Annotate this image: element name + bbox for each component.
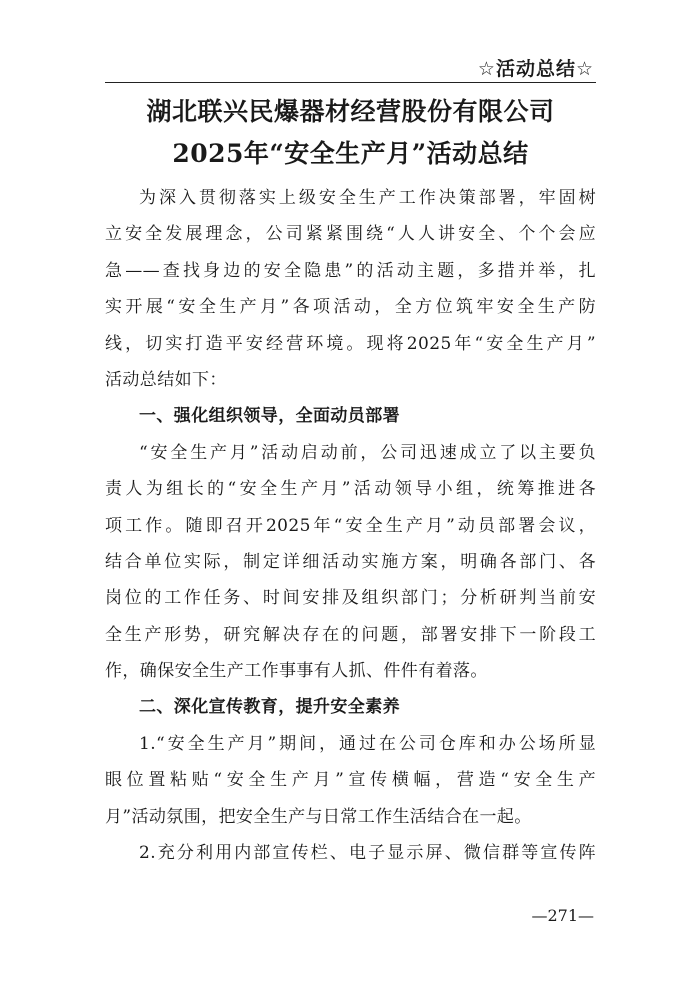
section-heading-2: 二、深化宣传教育，提升安全素养 [139, 697, 400, 718]
paragraph-line: 线，切实打造平安经营环境。现将2025年“安全生产月” [105, 333, 596, 354]
paragraph-line: “安全生产月”活动启动前，公司迅速成立了以主要负 [139, 442, 596, 463]
page-number: —271— [531, 906, 594, 925]
paragraph-line: 立安全发展理念，公司紧紧围绕“人人讲安全、个个会应 [105, 224, 596, 245]
document-title-line-2: 2025年“安全生产月”活动总结 [172, 139, 529, 168]
paragraph-line: 急——查找身边的安全隐患”的活动主题，多措并举，扎 [105, 260, 596, 281]
section-tag: ☆活动总结☆ [477, 58, 594, 80]
paragraph-line: 结合单位实际，制定详细活动实施方案，明确各部门、各 [105, 551, 596, 572]
header-divider [105, 82, 596, 83]
paragraph-line: 为深入贯彻落实上级安全生产工作决策部署，牢固树 [139, 188, 596, 208]
paragraph-line: 全生产形势，研究解决存在的问题，部署安排下一阶段工 [105, 624, 596, 645]
paragraph-line: 项工作。随即召开2025年“安全生产月”动员部署会议， [105, 515, 596, 536]
body-text [105, 180, 596, 871]
paragraph-line: 活动总结如下： [105, 369, 227, 390]
paragraph-line: 1.“安全生产月”期间，通过在公司仓库和办公场所显 [139, 733, 596, 754]
paragraph-line: 2.充分利用内部宣传栏、电子显示屏、微信群等宣传阵 [139, 843, 596, 864]
paragraph-line: 责人为组长的“安全生产月”活动领导小组，统筹推进各 [105, 479, 596, 500]
paragraph-line: 岗位的工作任务、时间安排及组织部门；分析研判当前安 [105, 588, 596, 609]
paragraph-line: 作，确保安全生产工作事事有人抓、件件有着落。 [105, 661, 488, 682]
document-title-line-1: 湖北联兴民爆器材经营股份有限公司 [146, 97, 555, 126]
section-heading-1: 一、强化组织领导，全面动员部署 [139, 406, 400, 427]
paragraph-line: 眼位置粘贴“安全生产月”宣传横幅，营造“安全生产 [105, 770, 596, 791]
paragraph-line: 月”活动氛围，把安全生产与日常工作生活结合在一起。 [105, 806, 532, 827]
paragraph-line: 实开展“安全生产月”各项活动，全方位筑牢安全生产防 [105, 297, 596, 318]
